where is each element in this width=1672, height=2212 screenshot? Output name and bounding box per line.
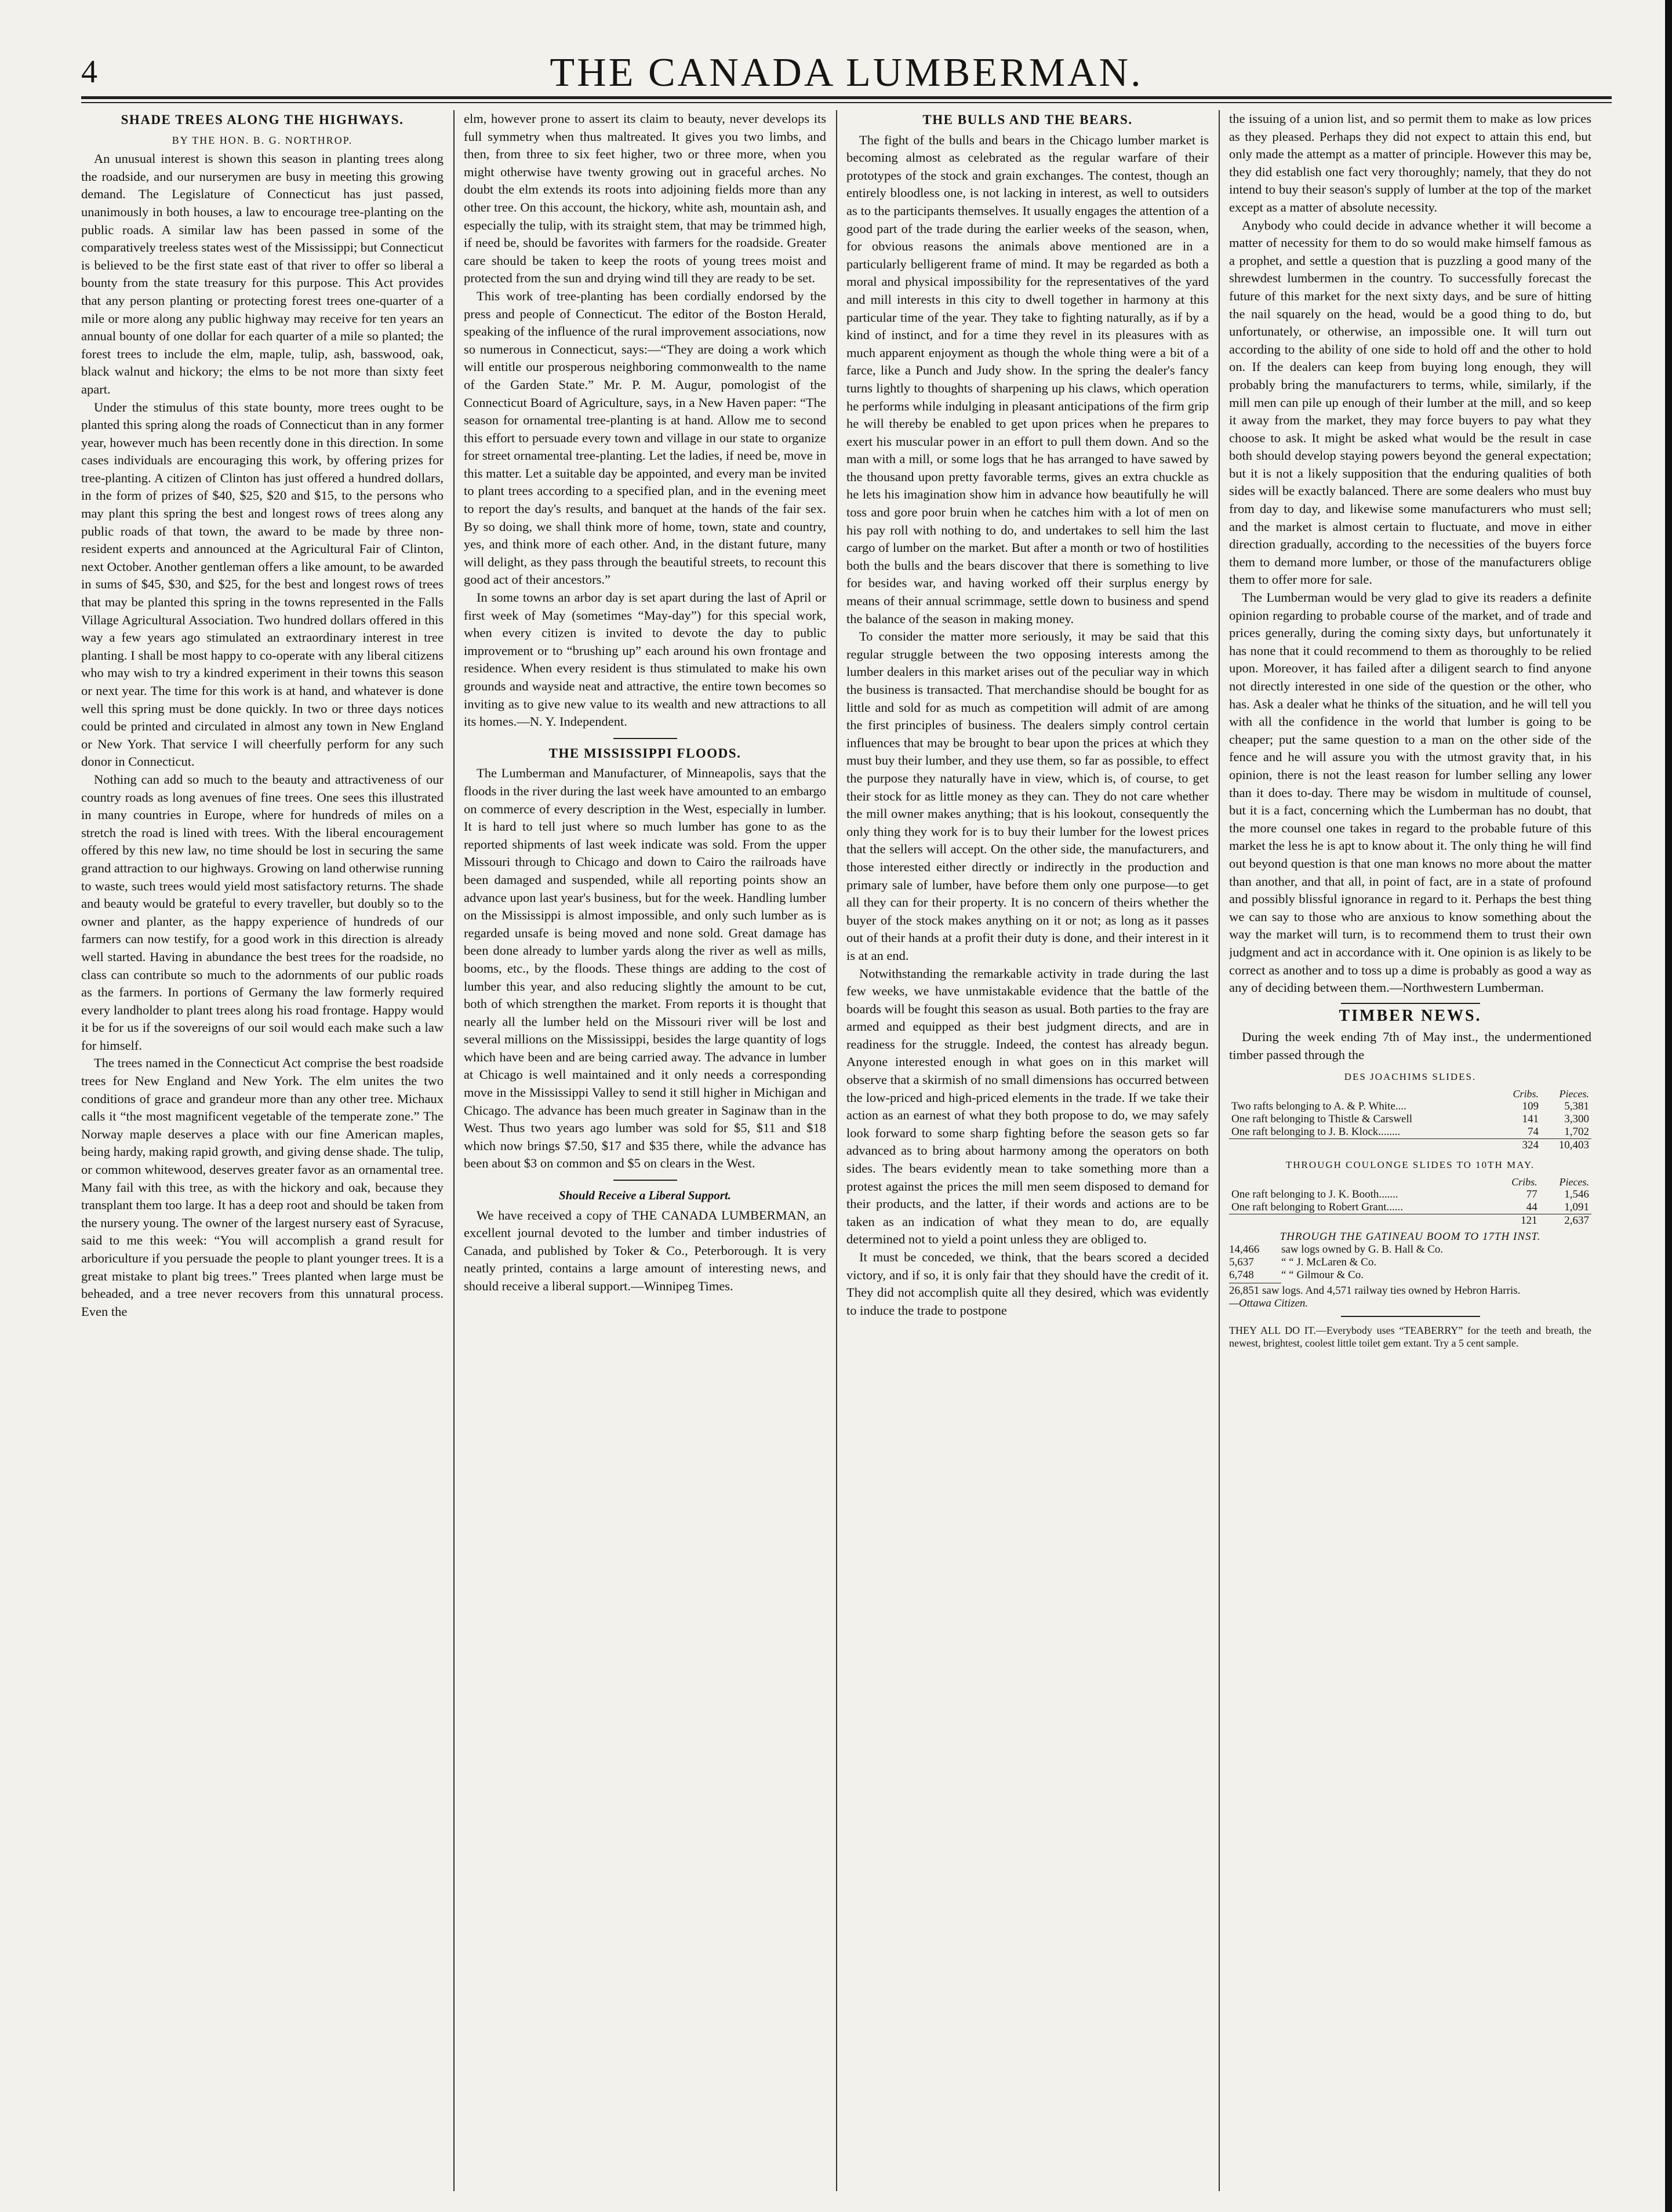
timber-news-heading: TIMBER NEWS.	[1339, 1006, 1482, 1025]
article-paragraph: This work of tree-planting has been cordially endorsed by the press and people of Connecticut. The editor of the Boston Herald, speaking of the influence of the rural improvement associations, now so numerous in Connecticut, says:—“They are doing a work which will entitle our prosperous neighboring commonwealth to the name of the Garden State.” Mr. P. M. Augur, pomologist of the Connecticut Board of Agriculture, says, in a New Haven paper: “The season for ornamental tree-planting is at hand. Allow me to second this effort to persuade every town and village in our state to organize for street ornamental tree-planting. Let the ladies, if need be, move in this matter. Let a suitable day be appointed, and every man be invited to plant trees according to a specified plan, and in the evening meet to report the day's results, and banquet at the hands of the fair sex. By so doing, we shall think more of home, town, state and country, yes, and think more of each other. And, in the distant future, many will delight, as they pass through the beautiful streets, to recount this good act of their ancestors.”	[464, 288, 826, 587]
column-2	[464, 110, 826, 2191]
raft-cribs: 44	[1526, 1200, 1537, 1213]
column-divider	[453, 110, 455, 2191]
gatineau-subheading: THROUGH THE GATINEAU BOOM TO 17TH INST.	[1280, 1230, 1541, 1243]
log-count: 5,637	[1229, 1256, 1254, 1268]
article-paragraph: It must be conceded, we think, that the bears scored a decided victory, and if so, it is only fair that they should have the credit of it. They did not accomplish quite all they desired, which was evidently to induce the trade to postpone	[846, 1250, 1209, 1318]
gatineau-source: —Ottawa Citizen.	[1229, 1297, 1308, 1309]
article-paragraph: In some towns an arbor day is set apart during the last of April or first week of May (sometimes “May-day”) for this special work, when every citizen is invited to devote the day to public improvement or to “brushing up” each around his own frontage and residence. When every resident is thus stimulated to make his own grounds and wayside neat and attractive, the entire town becomes so inviting as to give new value to its wealth and new attractions to all its homes.—N. Y. Independent.	[464, 590, 826, 729]
gatineau-row	[1229, 1243, 1591, 1256]
raft-label: One raft belonging to Thistle & Carswell	[1231, 1113, 1413, 1126]
table-header-cribs: Cribs.	[1513, 1088, 1539, 1100]
raft-cribs: 77	[1526, 1188, 1537, 1200]
column-3	[846, 110, 1209, 2191]
article-paragraph: An unusual interest is shown this season in planting trees along the roadside, and our nurserymen are busy in meeting this growing demand. The Legislature of Connecticut has just passed, unanimously in both houses, a law to encourage tree-planting on the public roads. A similar law has been passed in some of the comparatively treeless states west of the Mississippi; but Connecticut is believed to be the first state east of that river to offer so liberal a bounty from the state treasury for this purpose. This Act provides that any person planting or protecting forest trees one-quarter of a mile or more along any public highway may receive for ten years an annual bounty of one dollar for each quarter of a mile so planted; the forest trees to include the elm, maple, tulip, ash, basswood, oak, black walnut and hickory; the elms to be not more than sixty feet apart.	[81, 151, 444, 396]
page-edge-bar	[1665, 0, 1672, 2212]
article-heading-shade-trees: SHADE TREES ALONG THE HIGHWAYS.	[121, 112, 404, 127]
article-paragraph: The trees named in the Connecticut Act comprise the best roadside trees for New England and New York. The elm unites the two conditions of grace and grandeur more than any other tree. Michaux calls it “the most magnificent vegetable of the temperate zone.” The Norway maple deserves a place with our fine American maples, being hardy, making rapid growth, and giving dense shade. The tulip, or common whitewood, deserves greater favor as an ornamental tree. Many fail with this tree, as with the hickory and oak, because they transplant them too large. It has a deep root and should be taken from the nursery young. The owner of the largest nursery east of Syracuse, said to me this week: “You will accomplish a grand result for arboriculture if you persuade the people to plant younger trees. It is a great mistake to plant big trees.” Trees planted when large must be beheaded, and a tree never recovers from this unnatural process. Even the	[81, 1056, 444, 1319]
log-owner: saw logs owned by G. B. Hall & Co.	[1281, 1243, 1444, 1256]
total-cribs: 121	[1494, 1214, 1540, 1227]
article-separator	[1341, 1003, 1480, 1004]
timber-news-intro: During the week ending 7th of May inst., the undermentioned timber passed through the	[1229, 1029, 1591, 1062]
article-paragraph: We have received a copy of THE CANADA LUMBERMAN, an excellent journal devoted to the lumber and timber industries of Canada, and published by Toker & Co., Peterborough. It is very neatly printed, contains a large amount of interesting news, and should receive a liberal support.—Winnipeg Times.	[464, 1207, 826, 1293]
table-total-row	[1229, 1214, 1591, 1227]
log-count: 6,748	[1229, 1268, 1254, 1281]
article-separator	[613, 1180, 677, 1181]
raft-pieces: 1,702	[1564, 1126, 1589, 1138]
raft-label: Two rafts belonging to A. & P. White....	[1231, 1100, 1406, 1113]
table-header-blank	[1229, 1087, 1497, 1100]
column-1	[81, 110, 444, 2191]
masthead	[81, 46, 1612, 99]
article-heading-support: Should Receive a Liberal Support.	[559, 1188, 731, 1203]
table-row	[1229, 1188, 1591, 1201]
table-header-pieces: Pieces.	[1559, 1088, 1589, 1100]
article-heading-floods: THE MISSISSIPPI FLOODS.	[548, 745, 742, 761]
raft-pieces: 3,300	[1564, 1113, 1589, 1126]
des-joachims-subheading: DES JOACHIMS SLIDES.	[1344, 1071, 1477, 1083]
table-row	[1229, 1126, 1591, 1139]
table-row	[1229, 1100, 1591, 1113]
raft-pieces: 1,091	[1564, 1200, 1589, 1213]
raft-label: One raft belonging to J. B. Klock........	[1231, 1126, 1401, 1138]
table-total-row	[1229, 1139, 1591, 1152]
article-paragraph: The Lumberman and Manufacturer, of Minneapolis, says that the floods in the river during the last week have amounted to an embargo on commerce of every description in the West, especially in lumber. It is hard to tell just where so much lumber has gone to as the reported shipments of last week indicate was sold. From the upper Missouri through to Chicago and down to Cairo the railroads have been damaged and suspended, while all reporting points show an advance upon last year's business, but for the week. Handling lumber on the Mississippi is almost impossible, and only such lumber as is regarded unsafe is being moved and none sold. Great damage has been done already to lumber yards along the river as well as mills, booms, etc., by the floods. These things are adding to the cost of lumber this year, and also reducing slightly the amount to be cut, both of which strengthen the market. From reports it is thought that nearly all the lumber held on the Missouri river will be lost and several millions on the Mississippi, besides the large quantity of logs which have been and are being carried away. The advance in lumber at Chicago is well maintained and it only needs a corresponding move in the Mississippi Valley to send it still higher in Michigan and Chicago. The advance has been much greater in Saginaw than in the West. Thus two years ago lumber was sold for $5, $11 and $18 which now brings $7.50, $17 and $35 there, while the advance has been about $3 on common and $5 on clears in the West.	[464, 766, 826, 1171]
total-cribs: 324	[1497, 1139, 1541, 1152]
gatineau-row	[1229, 1269, 1591, 1282]
article-separator	[1341, 1316, 1480, 1317]
column-divider	[1219, 110, 1220, 2191]
table-row	[1229, 1201, 1591, 1214]
article-paragraph: Anybody who could decide in advance whether it will become a matter of necessity for them to do so would make himself famous as a prophet, and settle a question that is puzzling a good many of the shrewdest lumbermen in the country. To successfully forecast the future of this market for the next sixty days, and be sure of hitting the nail squarely on the head, would be a good thing to do, but unfortunately, or otherwise, an impossible one. It will turn out according to the ability of one side to hold off and the other to hold on. If the dealers can keep from buying long enough, they will probably bring the manufacturers to terms, while, similarly, if the mill men can pile up enough of their lumber at the mill, and so keep it away from the market, they may force buyers to pay what they choose to ask. It might be asked what would be the result in case both should develop staying powers beyond the general expectation; but it is not a likely supposition that the enduring qualities of both sides will be exactly balanced. There are some dealers who must buy from day to day, and likewise some manufacturers who must sell; and the market is almost certain to fluctuate, and move in either direction gradually, according to the necessities of the buyers force them to demand more lumber, or those of the manufacturers oblige them to offer more for sale.	[1229, 217, 1591, 587]
table-header-blank	[1229, 1176, 1494, 1188]
table-total-label	[1229, 1139, 1497, 1152]
article-paragraph: Under the stimulus of this state bounty, more trees ought to be planted this spring along the roads of Connecticut than in any former year, however much has been recently done in this direction. In some cases individuals are encouraging this work, by offering prizes for tree-planting. A citizen of Clinton has just offered a hundred dollars, in the form of prizes of $40, $25, $20 and $15, to the persons who may plant this spring the best and longest rows of trees along any public roads of that town, the award to be made by three non-resident experts and announced at the Agricultural Fair of Clinton, next October. Another gentleman offers a like amount, to be awarded in sums of $45, $30, and $25, for the best and longest rows of trees that may be planted this spring in the towns represented in the Falls Village Agricultural Association. Two hundred dollars offered in this way a few years ago stimulated an extraordinary interest in tree planting. I shall be most happy to co-operate with any liberal citizens who may wish to try a kindred experiment in their towns this season or next year. The time for this work is at hand, and whatever is done well this spring must be done quickly. In two or three days notices could be printed and circulated in almost any town in New England or New York. That service I will cheerfully perform for any such donor in Connecticut.	[81, 399, 444, 769]
raft-label: One raft belonging to J. K. Booth.......	[1231, 1188, 1398, 1200]
page-number: 4	[81, 54, 97, 90]
column-4	[1229, 110, 1591, 2191]
table-row	[1229, 1113, 1591, 1126]
article-separator	[613, 738, 677, 739]
article-heading-bulls-bears: THE BULLS AND THE BEARS.	[922, 112, 1133, 127]
log-owner: “ “ J. McLaren & Co.	[1281, 1256, 1377, 1268]
table-header-pieces: Pieces.	[1559, 1176, 1589, 1188]
log-count: 14,466	[1229, 1243, 1260, 1256]
masthead-rule-thin	[81, 102, 1612, 103]
article-paragraph: Notwithstanding the remarkable activity in trade during the last few weeks, we have unmistakable evidence that the battle of the boards will be fought this season as usual. Both parties to the fray are armed and equipped as their best judgment directs, and are in readiness for the struggle. Indeed, the contest has already begun. Anyone interested enough in what goes on in this market will observe that a skirmish of no small dimensions has occurred between the low-priced and high-priced elements in the trade. If we take their action as an earnest of what they both propose to do, we may safely look forward to some sharp fighting before the season gets so far advanced as to bring about harmony among the operators on both sides. The bears evidently mean to take something more than a protest against the prices the mill men seem disposed to demand for their products, and the latter, if their words and actions are to be taken as an indication of what they mean to do, are equally determined not to yield a point unless they are obliged to.	[846, 966, 1209, 1247]
article-paragraph: The Lumberman would be very glad to give its readers a definite opinion regarding to probable course of the market, and of trade and prices generally, during the coming sixty days, but unfortunately it has none that it could recommend to them as thoroughly to be relied upon. Moreover, it has failed after a diligent search to find anyone not directly interested in one side of the question or the other, who has. Ask a dealer what he thinks of the situation, and he will tell you with all the confidence in the world that lumber is going to be cheaper; put the same question to a man on the other side of the fence and he will assure you with the utmost gravity that, in his opinion, there is not the least reason for lumber selling any lower than it does to-day. There may be wisdom in multitude of counsel, but it is a fact, concerning which the Lumberman has no doubt, that the more counsel one takes in regard to the probable future of this market the less he is apt to know about it. The only thing he will find out beyond question is that one man knows no more about the matter than another, and that all, in point of fact, are in a state of profound and possibly blissful ignorance in regard to it. Perhaps the best thing we can say to those who are anxious to know something about the way the market will turn, is to recommend them to trust their own judgment and act in accordance with it. One opinion is as likely to be correct as another and to toss up a dime is probably as good a way as any of deciding between them.—Northwestern Lumberman.	[1229, 590, 1591, 995]
table-header-cribs: Cribs.	[1511, 1176, 1537, 1188]
des-joachims-table	[1229, 1087, 1591, 1152]
gatineau-row	[1229, 1256, 1591, 1269]
table-total-label	[1229, 1214, 1494, 1227]
gatineau-section	[1229, 1231, 1591, 1310]
gatineau-summary: 26,851 saw logs. And 4,571 railway ties owned by Hebron Harris.	[1229, 1284, 1521, 1297]
raft-cribs: 109	[1522, 1100, 1539, 1113]
total-pieces: 10,403	[1541, 1139, 1591, 1152]
article-paragraph: To consider the matter more seriously, it may be said that this regular struggle between the two opposing interests among the lumber dealers in this market arises out of the peculiar way in which the business is transacted. That merchandise should be bought for as little and sold for as much as competition will admit of are among the first principles of business. The dealers simply control certain influences that may be brought to bear upon the prices at which they must buy their lumber, and they use them, so far as possible, to effect the purpose they naturally have in view, which is, of course, to get their stock for as little money as they can. They do not care whether the mill owner makes anything; that is his lookout, consequently the only thing they work for is to buy their lumber for the lowest prices that the sellers will accept. On the other side, the manufacturers, and those interested either directly or indirectly in the production and primary sale of lumber, have before them only one purpose—to get all they can for their property. It is no concern of theirs whether the buyer of the stock makes anything on it or not; as long as it passes out of their hands at a profit their duty is done, and their interest in it is at an end.	[846, 629, 1209, 963]
article-paragraph: the issuing of a union list, and so permit them to make as low prices as they pleased. Perhaps they did not expect to attain this end, but only made the attempt as a matter of principle. However this may be, they did establish one fact very thoroughly; namely, that they do not intend to buy their season's supply of lumber at the top of the market except as a matter of absolute necessity.	[1229, 111, 1591, 214]
raft-cribs: 74	[1527, 1126, 1539, 1138]
article-paragraph: elm, however prone to assert its claim to beauty, never develops its full symmetry when thus maltreated. It gives you two limbs, and then, from three to six feet higher, two or three more, when you might otherwise have twenty growing out in graceful arches. No doubt the elm extends its roots into adjoining fields more than any other tree. On this account, the hickory, white ash, mountain ash, and especially the tulip, with its straight stem, that may be trimmed high, if need be, should be favorites with farmers for the roadside. Greater care should be taken to keep the roots of young trees moist and protected from the sun and drying wind till they are ready to be set.	[464, 111, 826, 286]
log-owner: “ “ Gilmour & Co.	[1281, 1268, 1364, 1281]
masthead-rule-thick	[81, 96, 1612, 99]
total-pieces: 2,637	[1540, 1214, 1591, 1227]
article-byline: BY THE HON. B. G. NORTHROP.	[172, 134, 353, 146]
raft-pieces: 1,546	[1564, 1188, 1589, 1200]
article-paragraph: Nothing can add so much to the beauty and attractiveness of our country roads as long avenues of fine trees. One sees this illustrated in many countries in Europe, where for hundreds of miles on a stretch the road is lined with trees. With the liberal encouragement offered by this new law, no time should be lost in securing the same grand attraction to our highways. Growing on land otherwise running to waste, such trees would yield most satisfactory returns. The shade and beauty would be grateful to every traveller, but doubly so to the owner and planter, as the happy experience of hundreds of our farmers can now testify, for a good work in this direction is already well started. Having in abundance the best trees for the roadside, no class can contribute so much to the adornments of our public roads as the farmers. In portions of Germany the law formerly required every landholder to plant trees along his road frontage. Happy would it be for us if the sovereigns of our soil would each make such a law for himself.	[81, 772, 444, 1053]
raft-cribs: 141	[1522, 1113, 1539, 1126]
coulonge-subheading: THROUGH COULONGE SLIDES TO 10TH MAY.	[1285, 1159, 1535, 1171]
coulonge-table	[1229, 1176, 1591, 1227]
article-paragraph: The fight of the bulls and bears in the Chicago lumber market is becoming almost as celebrated as the regular warfare of their prototypes of the stock and grain exchanges. The contest, though an entirely bloodless one, is not lacking in interest, as well to outsiders as to the participants themselves. It usually engages the attention of a good part of the trade during the earlier weeks of the season, when, for obvious reasons the animals above mentioned are in a particularly belligerent frame of mind. It may be regarded as both a moral and physical impossibility for the representatives of the yard and mill interests in this city to dwell together in harmony at this particular time of the year. They take to fighting naturally, as if by a kind of instinct, and for a time they revel in its pleasures with as much apparent enjoyment as though the whole thing were a bit of a farce, like a Punch and Judy show. In the spring the dealer's fancy turns lightly to thoughts of sharpening up his claws, which operation he performs while indulging in pleasant anticipations of the firm grip he will thereby be enabled to get upon prices when he prepares to exert his muscular power in an effort to pull them down. And so the man with a mill, or some logs that he has arranged to have sawed by the thousand upon pretty favorable terms, gives an extra chuckle as he lets his imagination show him in advance how beautifully he will toss and gore poor bruin when he catches him with a lot of men on his pay roll with nothing to do, and undertakes to sell him the last cargo of lumber on the market. But after a month or two of hostilities both the bulls and the bears discover that there is something to live for besides war, and having worked off their surplus energy by means of their annual scrimmage, settle down to business and spend the balance of the season in making money.	[846, 132, 1209, 626]
newspaper-title: THE CANADA LUMBERMAN.	[550, 50, 1143, 95]
raft-pieces: 5,381	[1564, 1100, 1589, 1113]
raft-label: One raft belonging to Robert Grant......	[1231, 1200, 1404, 1213]
column-divider	[836, 110, 837, 2191]
teaberry-advertisement: THEY ALL DO IT.—Everybody uses “TEABERRY” for the teeth and breath, the newest, brightest, coolest little toilet gem extant. Try a 5 cent sample.	[1229, 1324, 1591, 1349]
